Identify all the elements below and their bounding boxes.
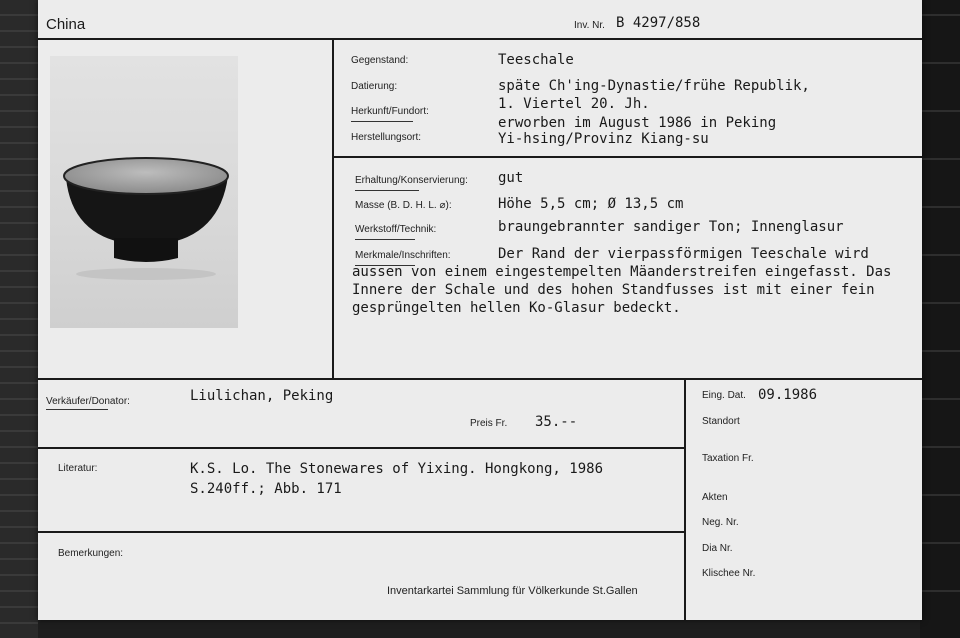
- datierung-label: Datierung:: [351, 81, 398, 92]
- gegenstand-value: Teeschale: [498, 52, 574, 68]
- werkstoff-label: Werkstoff/Technik:: [355, 224, 437, 235]
- background-right-edge: [920, 0, 960, 638]
- country-label: China: [46, 16, 86, 33]
- tea-bowl-image: [50, 56, 238, 328]
- merkmale-description: Der Rand der vierpassförmigen Teeschale wird aussen von einem eingestempelten Mäanderstreifen eingefasst. Das Innere der Schale und des hohen Standfusses ist mit einer fein gesprüngelten hellen Ko-Glasur bedeckt.: [352, 246, 892, 316]
- card-footer: Inventarkartei Sammlung für Völkerkunde St.Gallen: [387, 585, 638, 597]
- verkaeufer-label: Verkäufer/Donator:: [46, 396, 130, 407]
- sidebar-divider: [684, 378, 686, 620]
- bemerkungen-divider: [38, 531, 684, 533]
- literatur-label: Literatur:: [58, 463, 98, 474]
- eing-dat-value: 09.1986: [758, 387, 818, 403]
- acquisition-divider: [38, 378, 922, 380]
- herkunft-label: Herkunft/Fundort:: [351, 106, 429, 117]
- literatur-value-line-1: K.S. Lo. The Stonewares of Yixing. Hongkong, 1986: [190, 461, 604, 477]
- erhaltung-value: gut: [498, 170, 524, 186]
- verkaeufer-value: Liulichan, Peking: [190, 388, 334, 404]
- neg-nr-label: Neg. Nr.: [702, 517, 739, 528]
- erhaltung-underline: [355, 190, 419, 191]
- herstellungsort-value: Yi-hsing/Provinz Kiang-su: [498, 131, 709, 147]
- datierung-value-line-2: 1. Viertel 20. Jh.: [498, 96, 650, 112]
- dia-nr-label: Dia Nr.: [702, 543, 733, 554]
- inventory-card: [38, 0, 922, 620]
- literatur-value-line-2: S.240ff.; Abb. 171: [190, 481, 342, 497]
- eing-dat-label: Eing. Dat.: [702, 390, 746, 401]
- masse-value: Höhe 5,5 cm; Ø 13,5 cm: [498, 196, 684, 212]
- background-left-edge: [0, 0, 38, 638]
- object-photo: [50, 56, 238, 328]
- preis-value: 35.--: [535, 414, 578, 430]
- datierung-value-line-1: späte Ch'ing-Dynastie/frühe Republik,: [498, 78, 810, 94]
- preis-label: Preis Fr.: [470, 418, 508, 429]
- klischee-nr-label: Klischee Nr.: [702, 568, 756, 579]
- object-section-divider: [332, 156, 922, 158]
- standort-label: Standort: [702, 416, 740, 427]
- gegenstand-label: Gegenstand:: [351, 55, 409, 66]
- merkmale-label: Merkmale/Inschriften:: [355, 250, 451, 261]
- herstellungsort-label: Herstellungsort:: [351, 132, 422, 143]
- bemerkungen-label: Bemerkungen:: [58, 548, 124, 559]
- inv-nr-value: B 4297/858: [616, 15, 701, 31]
- header-divider: [38, 38, 922, 40]
- erhaltung-label: Erhaltung/Konservierung:: [355, 175, 468, 186]
- taxation-label: Taxation Fr.: [702, 453, 754, 464]
- photo-column-divider: [332, 38, 334, 380]
- masse-label: Masse (B. D. H. L. ⌀):: [355, 200, 452, 211]
- werkstoff-value: braungebrannter sandiger Ton; Innenglasur: [498, 219, 844, 235]
- akten-label: Akten: [702, 492, 728, 503]
- herkunft-value: erworben im August 1986 in Peking: [498, 115, 777, 131]
- werkstoff-underline: [355, 239, 415, 240]
- inv-nr-label: Inv. Nr.: [574, 20, 605, 31]
- literatur-divider: [38, 447, 684, 449]
- verkaeufer-underline: [46, 409, 108, 410]
- herkunft-underline: [351, 121, 413, 122]
